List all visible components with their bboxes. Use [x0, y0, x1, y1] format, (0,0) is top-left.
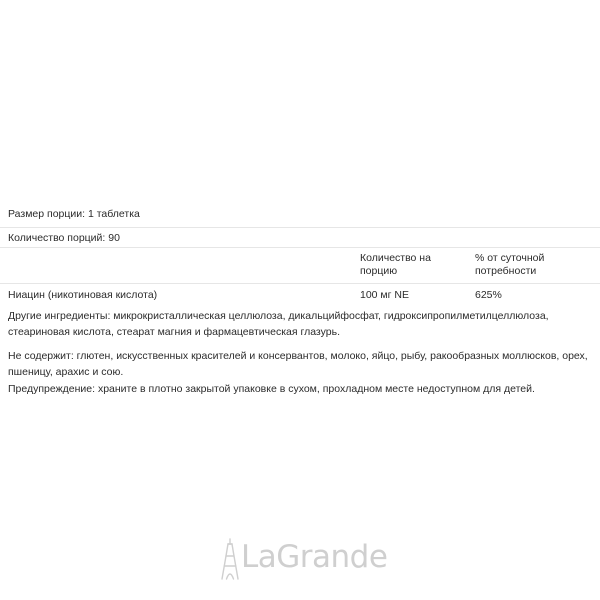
amount-header: Количество на порцию — [360, 252, 431, 277]
warning: Предупреждение: храните в плотно закрытой упаковке в сухом, прохладном месте недоступном для детей. — [8, 383, 535, 395]
nutrient-name: Ниацин (никотиновая кислота) — [8, 289, 158, 301]
servings-count-row — [0, 227, 600, 247]
table-row — [0, 283, 600, 308]
serving-size-row — [0, 200, 600, 227]
serving-size: Размер порции: 1 таблетка — [8, 208, 140, 220]
supplement-facts — [0, 200, 600, 308]
nutrient-amount: 100 мг NE — [360, 289, 409, 301]
daily-value-header: % от суточной потребности — [475, 252, 545, 277]
does-not-contain: Не содержит: глютен, искусственных красителей и консервантов, молоко, яйцо, рыбу, ракообразных моллюсков, орех, пшеницу, арахис и сою. — [8, 350, 588, 378]
nutrient-daily-value: 625% — [475, 289, 502, 301]
servings-count: Количество порций: 90 — [8, 232, 120, 244]
eiffel-tower-icon — [220, 538, 240, 580]
lagrande-watermark — [220, 537, 400, 581]
watermark-text: LaGrande — [241, 539, 388, 575]
other-ingredients: Другие ингредиенты: микрокристаллическая целлюлоза, дикальцийфосфат, гидроксипропилметилцеллюлоза, стеариновая кислота, стеарат магния и фармацевтическая глазурь. — [8, 310, 549, 338]
table-header — [0, 247, 600, 283]
